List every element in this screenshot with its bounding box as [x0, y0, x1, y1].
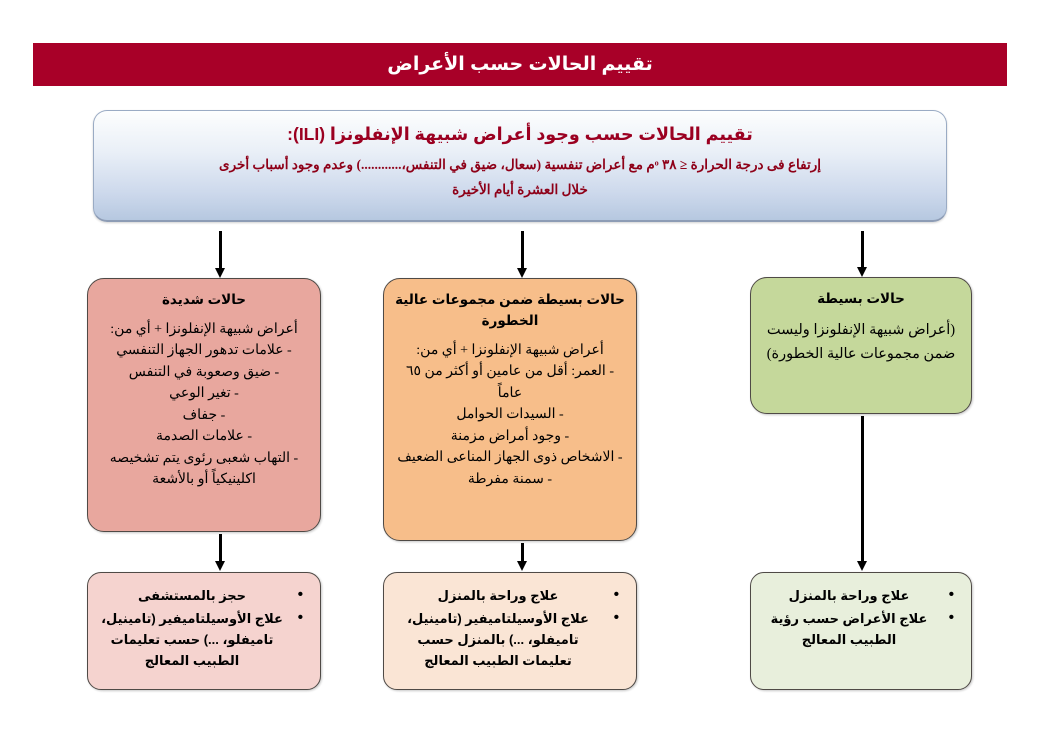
category-list-mild-high-risk: [394, 361, 626, 490]
list-item: • علاج الأعراض حسب رؤية الطبيب المعالج: [759, 608, 939, 650]
list-item: - علامات الصدمة: [156, 429, 252, 444]
list-item: - جفاف: [182, 407, 226, 423]
arrow-head: [857, 267, 867, 277]
arrow-head: [517, 268, 527, 278]
arrow-shaft: [219, 231, 222, 268]
arrow-head: [215, 561, 225, 571]
arrow-head: [857, 561, 867, 571]
list-item: - السيدات الحوامل: [456, 407, 564, 422]
list-item: - العمر: أقل من عامين أو أكثر من ٦٥ عاماً: [406, 364, 614, 401]
ili-criteria-line-1: إرتفاع فى درجة الحرارة ≤ ٣٨ ᵒم مع أعراض تنفسية (سعال، ضيق في التنفس،............) وعدم وجود أسباب أخرى: [219, 157, 821, 172]
category-list-severe: [98, 340, 310, 491]
treatment-list-severe: [96, 585, 306, 671]
ili-definition-box: [93, 110, 947, 222]
arrow-shaft: [219, 534, 222, 561]
treatment-list-simple: [759, 585, 957, 650]
list-item: • علاج وراحة بالمنزل: [759, 585, 939, 606]
arrow-shaft: [521, 543, 524, 561]
treatment-box-simple: [750, 572, 972, 690]
list-item: - ضيق وصعوبة في التنفس: [128, 364, 280, 380]
treatment-box-severe: [87, 572, 321, 690]
list-item: • حجز بالمستشفى: [96, 585, 288, 606]
list-item: - التهاب شعبى رئوى يتم تشخيصه اكلينيكياً أو بالأشعة: [109, 450, 299, 487]
category-title-mild-high-risk: حالات بسيطة ضمن مجموعات عالية الخطورة: [395, 292, 625, 328]
category-box-severe: [87, 278, 321, 532]
list-item: • علاج الأوسيلتاميفير (تامينيل، تاميفلو، ...) بالمنزل حسب تعليمات الطبيب المعالج: [392, 608, 604, 671]
list-item: • علاج وراحة بالمنزل: [392, 585, 604, 606]
category-intro-mild-high-risk: أعراض شبيهة الإنفلونزا + أي من:: [416, 343, 604, 358]
arrow-shaft: [521, 231, 524, 268]
page-title: تقييم الحالات حسب الأعراض: [387, 54, 653, 75]
category-title-severe: حالات شديدة: [161, 292, 247, 307]
category-title-simple: حالات بسيطة: [817, 291, 905, 306]
list-item: - تغير الوعي: [169, 386, 239, 401]
ili-criteria-line-2: خلال العشرة أيام الأخيرة: [452, 182, 588, 197]
treatment-box-mild-high-risk: [383, 572, 637, 690]
list-item: - سمنة مفرطة: [467, 471, 553, 487]
list-item: - الاشخاص ذوى الجهاز المناعى الضعيف: [397, 450, 623, 465]
arrow-head: [215, 268, 225, 278]
ili-title: تقييم الحالات حسب وجود أعراض شبيهة الإنفلونزا (ILI):: [287, 124, 753, 144]
list-item: - علامات تدهور الجهاز التنفسي: [116, 343, 292, 358]
page-header-banner: [33, 43, 1007, 86]
list-item: • علاج الأوسيلتاميفير (تامينيل، تاميفلو، ...) حسب تعليمات الطبيب المعالج: [96, 608, 288, 671]
arrow-shaft: [861, 231, 864, 267]
treatment-list-mild-high-risk: [392, 585, 622, 671]
category-box-mild-high-risk: [383, 278, 637, 541]
arrow-head: [517, 561, 527, 571]
list-item: - وجود أمراض مزمنة: [450, 428, 570, 444]
category-intro-severe: أعراض شبيهة الإنفلونزا + أي من:: [110, 322, 298, 337]
arrow-shaft: [861, 416, 864, 561]
category-box-simple: [750, 277, 972, 414]
category-intro-simple: (أعراض شبيهة الإنفلونزا وليست ضمن مجموعات عالية الخطورة): [766, 322, 956, 362]
